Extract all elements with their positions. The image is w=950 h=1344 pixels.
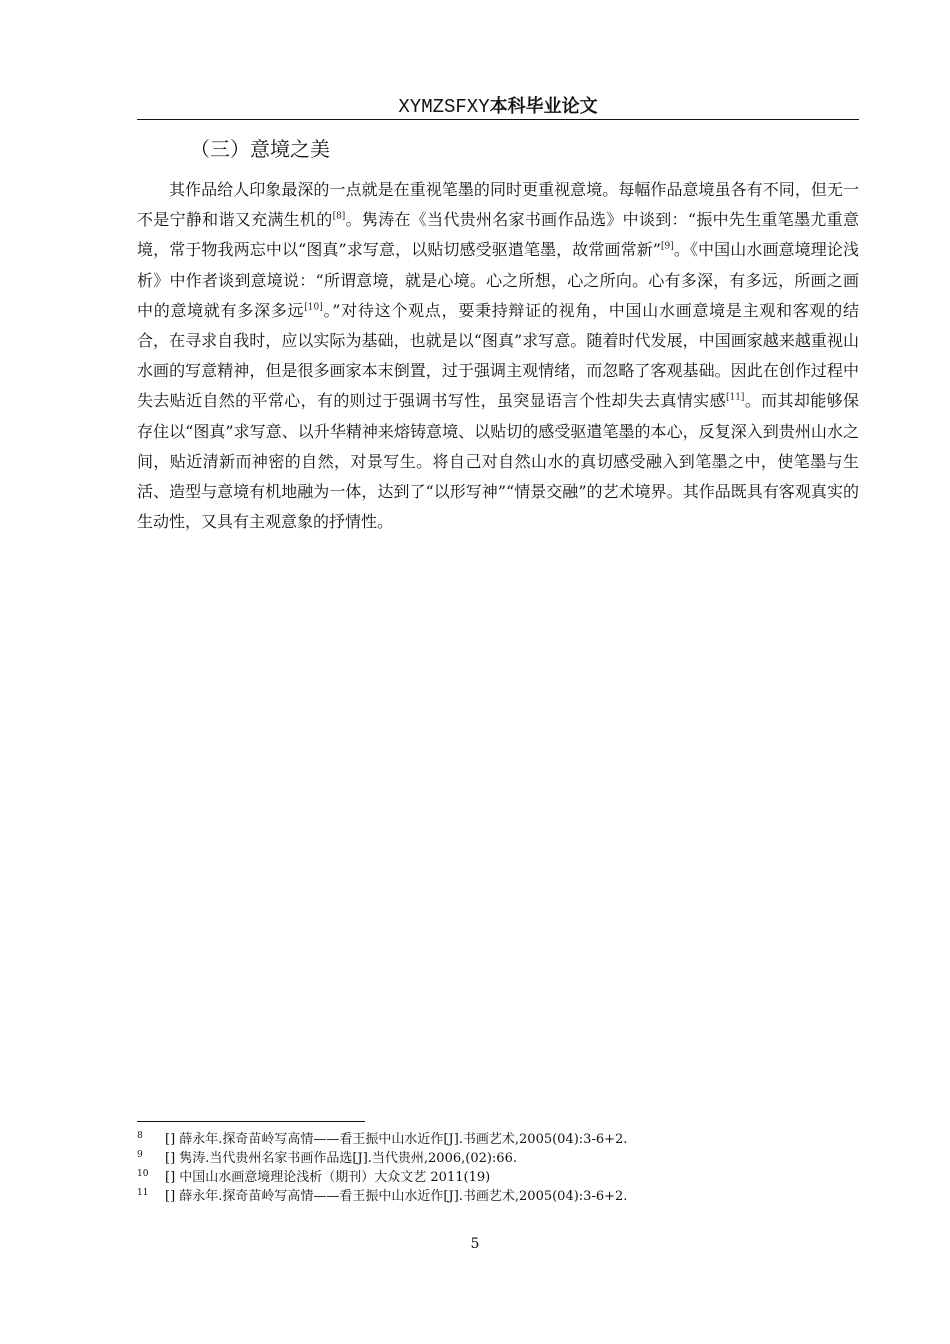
paragraph-text-2: 。隽涛在《当代贵州名家书画作品选》中谈到：“振中先生重笔墨尤重意境，常于物我两忘中以“图真”求写意，以贴切感受驱遣笔墨，故常画常新” bbox=[137, 210, 859, 260]
footnote-text: [] 薛永年.探奇苗岭写高情——看王振中山水近作[J].书画艺术,2005(04):3-6+2. bbox=[165, 1132, 628, 1147]
section-title: （三）意境之美 bbox=[190, 137, 330, 161]
citation-9[interactable]: [9] bbox=[660, 242, 674, 253]
paragraph-text-3: 。《中国山水画意境理论浅析》中作者谈到意境说：“所谓意境，就是心境。心之所想，心之所向。心有多深，有多远，所画之画中的意境就有多深多远 bbox=[137, 240, 859, 320]
header-abbreviation: XYMZSFXY bbox=[398, 96, 490, 118]
footnote-divider bbox=[137, 1121, 365, 1122]
header-thesis-label: 本科毕业论文 bbox=[489, 96, 598, 117]
footnote-number: 8 bbox=[137, 1131, 143, 1141]
page-header bbox=[137, 92, 859, 120]
footnote-text: [] 隽涛.当代贵州名家书画作品选[J].当代贵州,2006,(02):66. bbox=[165, 1151, 517, 1166]
citation-8[interactable]: [8] bbox=[332, 211, 346, 222]
citation-11[interactable]: [11] bbox=[725, 393, 745, 404]
footnote-9 bbox=[137, 1149, 859, 1168]
footnote-11 bbox=[137, 1187, 859, 1206]
footnote-text: [] 中国山水画意境理论浅析（期刊）大众文艺 2011(19) bbox=[165, 1170, 491, 1185]
footnote-number: 10 bbox=[137, 1169, 149, 1179]
page-number: 5 bbox=[470, 1236, 480, 1252]
paragraph-text-1: 其作品给人印象最深的一点就是在重视笔墨的同时更重视意境。每幅作品意境虽各有不同，但无一不是宁静和谐又充满生机的 bbox=[137, 180, 859, 230]
footnote-text: [] 薛永年.探奇苗岭写高情——看王振中山水近作[J].书画艺术,2005(04):3-6+2. bbox=[165, 1189, 628, 1204]
paragraph-text-5: 。而其却能够保存住以“图真”求写意、以升华精神来熔铸意境、以贴切的感受驱遣笔墨的本心，反复深入到贵州山水之间，贴近清新而神密的自然，对景写生。将自己对自然山水的真切感受融入到笔墨之中，使笔墨与生活、造型与意境有机地融为一体，达到了“以形写神”“情景交融”的艺术境界。其作品既具有客观真实的生动性，又具有主观意象的抒情性。 bbox=[137, 391, 859, 532]
footnote-number: 11 bbox=[137, 1188, 149, 1198]
footnote-8 bbox=[137, 1130, 859, 1149]
footnote-number: 9 bbox=[137, 1150, 143, 1160]
paragraph-text-4: 。”对待这个观点，要秉持辩证的视角，中国山水画意境是主观和客观的结合，在寻求自我时，应以实际为基础，也就是以“图真”求写意。随着时代发展，中国画家越来越重视山水画的写意精神，但是很多画家本末倒置，过于强调主观情绪，而忽略了客观基础。因此在创作过程中失去贴近自然的平常心，有的则过于强调书写性，虽突显语言个性却失去真情实感 bbox=[137, 300, 859, 411]
footnote-10 bbox=[137, 1168, 859, 1187]
body-paragraph bbox=[137, 175, 859, 537]
citation-10[interactable]: [10] bbox=[304, 302, 323, 313]
footnotes bbox=[137, 1130, 859, 1206]
